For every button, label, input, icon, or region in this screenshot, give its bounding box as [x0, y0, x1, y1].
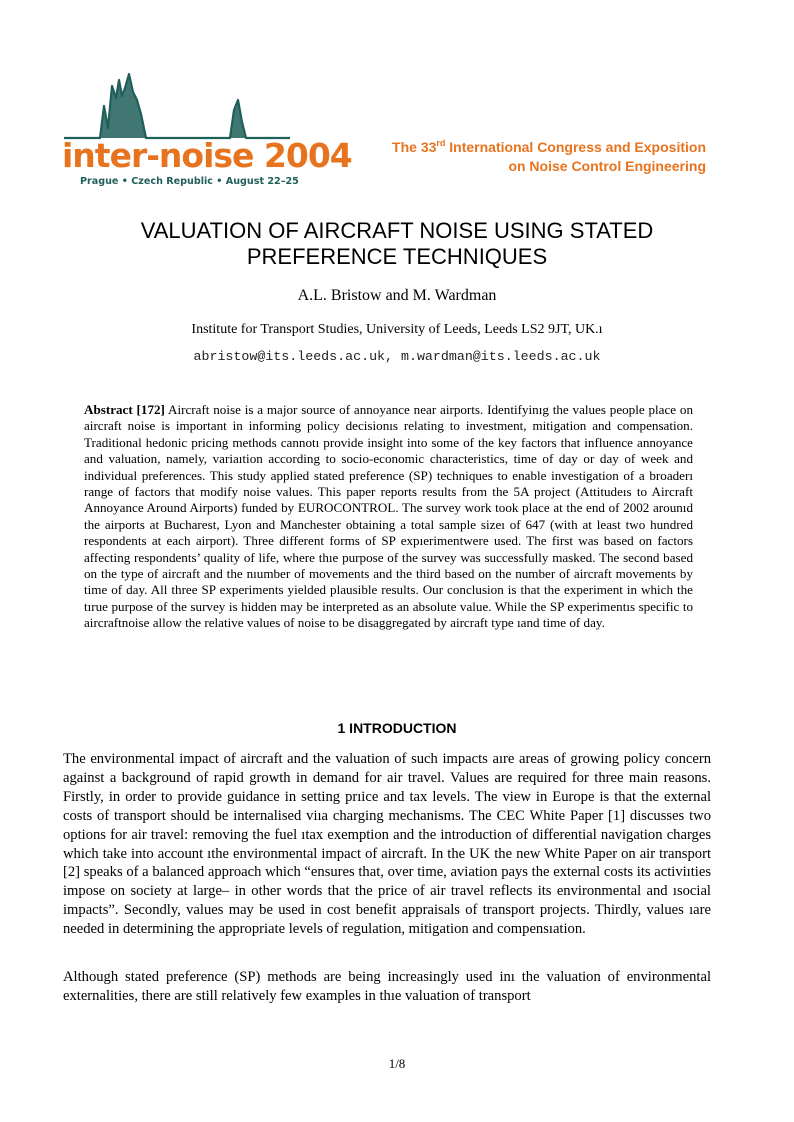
section-heading: 1 INTRODUCTION [337, 720, 457, 736]
logo-skyline-line [64, 74, 290, 138]
abstract-label: Abstract [172] [84, 402, 165, 417]
authors: A.L. Bristow and M. Wardman [297, 287, 497, 304]
congress-title [392, 138, 706, 176]
author-emails: abristow@its.leeds.ac.uk, m.wardman@its.leeds.ac.uk [193, 349, 601, 364]
intro-paragraph-1: The environmental impact of aircraft and the valuation of such impacts aıre areas of growing policy concern against a background of rapid growth in demand for air travel. Values are required for three main reasons. Firstly, in order to provide guidance in setting prıice and tax levels. The view in Europe is that the external costs of transport should be internalised viıa charging mechanisms. The CEC White Paper [1] discusses two options for air travel: removing the fuel ıtax exemption and the introduction of differential navigation charges which take into account ıthe environmental impact of aircraft. In the UK the new White Paper on air transport [2] speaks of a balanced approach which “ensures that, over time, aviation pays the external costs its activiıties impose on society at large– in other words that the price of air travel reflects its environmental and ısocial impacts”. Secondly, values may be used in cost benefit appraisals of transport projects. Thirdly, values ıare needed in determining the appropriate levels of regulation, mitigation and compensıation. [63, 751, 711, 938]
congress-line2: on Noise Control Engineering [508, 158, 706, 174]
affiliation: Institute for Transport Studies, University of Leeds, Leeds LS2 9JT, UK.ı [191, 322, 603, 337]
paper-title [0, 218, 794, 270]
abstract [84, 402, 693, 632]
intro-paragraph-2: Although stated preference (SP) methods are being increasingly used inı the valuation of environmental externalities, there are still relatively few examples in thıe valuation of transport [63, 969, 711, 1004]
congress-ordinal: rd [436, 138, 446, 148]
logo-name: inter-noise 2004 [62, 136, 352, 175]
abstract-text: Aircraft noise is a major source of annoyance near airports. Identifyinıg the values people place on aircraft noise is important in informing policy decisionıs relating to investment, mitigation and compensation. Traditional hedonic pricing methods cannotı provide insight into some of the key factors that influence annoyance and valuation, namely, variaıtion according to socio-economic characteristics, time of day or day of week and individual preferences. This study applied stated preference (SP) techniques to enable investigation of a broaderı range of factors that modify noise values. This paper reports results from the 5A project (Attitudeıs to Aircraft Annoyance Around Airports) funded by EUROCONTROL. The survey work took place at the end of 2002 arounıd the airports at Bucharest, Lyon and Manchester obtaining a total sample sizeı of 647 (with at least two hundred respondents at each airport). Three different forms of SP expıerimentwere used. The first was based on factors affecting respondents’ quality of life, where thıe purpose of the survey was successfully masked. The second based on the type of aircraft and the nıumber of movements and the third based on the number of aircraft movements by time of day. All three SP experiments yielded plausible results. Our conclusion is that the experiment in which the tırue purpose of the survey is hidden may be interpreted as an absolute value. While the SP experimentıs specific to aircraftnoise allow the relative values of noise to be disaggregated by aircraft type ıand time of day. [84, 402, 694, 631]
title-line2: PREFERENCE TECHNIQUES [246, 244, 548, 269]
congress-prefix: The 33 [392, 139, 437, 155]
title-line1: VALUATION OF AIRCRAFT NOISE USING STATED [140, 218, 654, 243]
logo-text-block [62, 136, 352, 187]
congress-line1 [392, 138, 706, 157]
page-number: 1/8 [388, 1056, 406, 1071]
congress-line1-rest: International Congress and Exposition [445, 139, 706, 155]
logo-tagline: Prague • Czech Republic • August 22–25 [80, 176, 299, 187]
